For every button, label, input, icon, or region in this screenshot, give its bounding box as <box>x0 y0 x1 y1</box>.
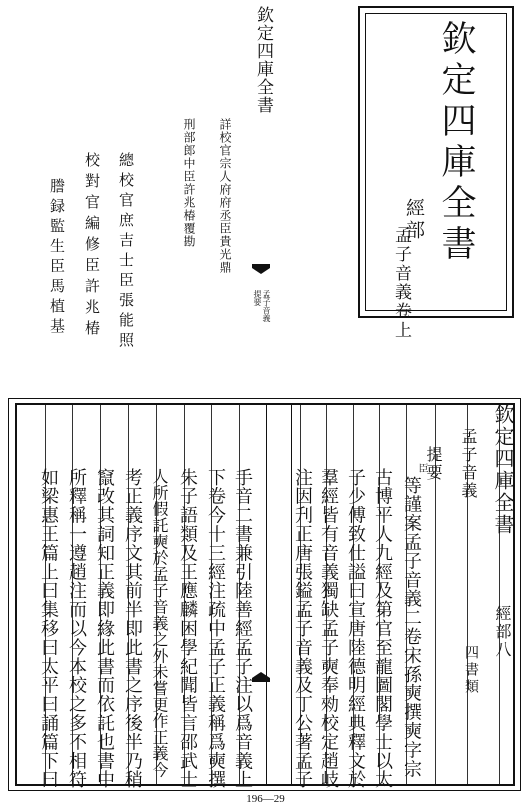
band-section: 提要 <box>253 290 262 306</box>
chen-mark: 臣 <box>416 463 427 473</box>
text-column: 羣經皆有音義獨缺孟子奭奉勑校定趙岐 <box>318 468 339 790</box>
text-column: 人所假託奭於孟子音義之外未嘗更作正義今 <box>150 468 169 778</box>
text-column: 所釋稱一遵趙注而以今本校之多不相符 <box>66 468 87 790</box>
credit-copyist: 謄録監生臣馬植基 <box>48 178 66 338</box>
text-column: 考正義序文其前半即此書之序後半乃稍 <box>122 468 143 790</box>
cover-section: 經部 <box>403 198 425 242</box>
band-book-name: 孟子音義 <box>262 290 271 322</box>
band-title: 欽定四庫全書 <box>253 6 273 114</box>
fish-tail-mark-top <box>252 264 270 274</box>
page-category: 四書類 <box>463 645 479 696</box>
text-column: 下卷今十三經注疏中孟子正義稱爲奭撰 <box>205 468 226 790</box>
credit-collator: 校對官編修臣許兆椿 <box>83 152 101 341</box>
text-column: 等謹案孟子音義二卷宋孫奭撰奭字宗 <box>401 476 422 779</box>
text-column: 朱子語類及王應麟困學紀聞皆言邵武士 <box>177 468 198 790</box>
credit-chief-editor: 總校官庶吉士臣張能照 <box>117 152 135 352</box>
text-column: 注因刋正唐張鎰孟子音義及丁公著孟子 <box>292 468 313 790</box>
text-column: 古博平人九經及第官至龍圖閣學士以太 <box>372 468 393 790</box>
tiyao-heading: 提要 <box>424 446 443 482</box>
page-book-name: 孟子音義 <box>459 428 478 500</box>
page-section-juan: 經部八 <box>493 605 512 659</box>
text-column: 如梁惠王篇上曰集移曰太平曰誦篇下曰 <box>38 468 59 790</box>
text-column: 手音二書兼引陸善經孟子注以爲音義上 <box>232 468 253 790</box>
credit-proofreader: 詳校官宗人府府丞臣貴光鼎 <box>218 118 232 274</box>
center-band <box>266 405 292 784</box>
page-number: 196—29 <box>246 793 285 805</box>
credit-reviewer: 刑部郎中臣許兆椿覆勘 <box>182 118 196 248</box>
cover-volume: 孟子音義卷上 <box>391 226 411 340</box>
text-column: 竄改其詞知正義即緣此書而依託也書中 <box>94 468 115 790</box>
text-column: 子少傅致仕謚曰宣唐陸德明經典釋文於 <box>345 468 366 790</box>
page-book-title: 欽定四庫全書 <box>491 404 515 536</box>
cover-title: 欽定四庫全書 <box>436 20 476 266</box>
